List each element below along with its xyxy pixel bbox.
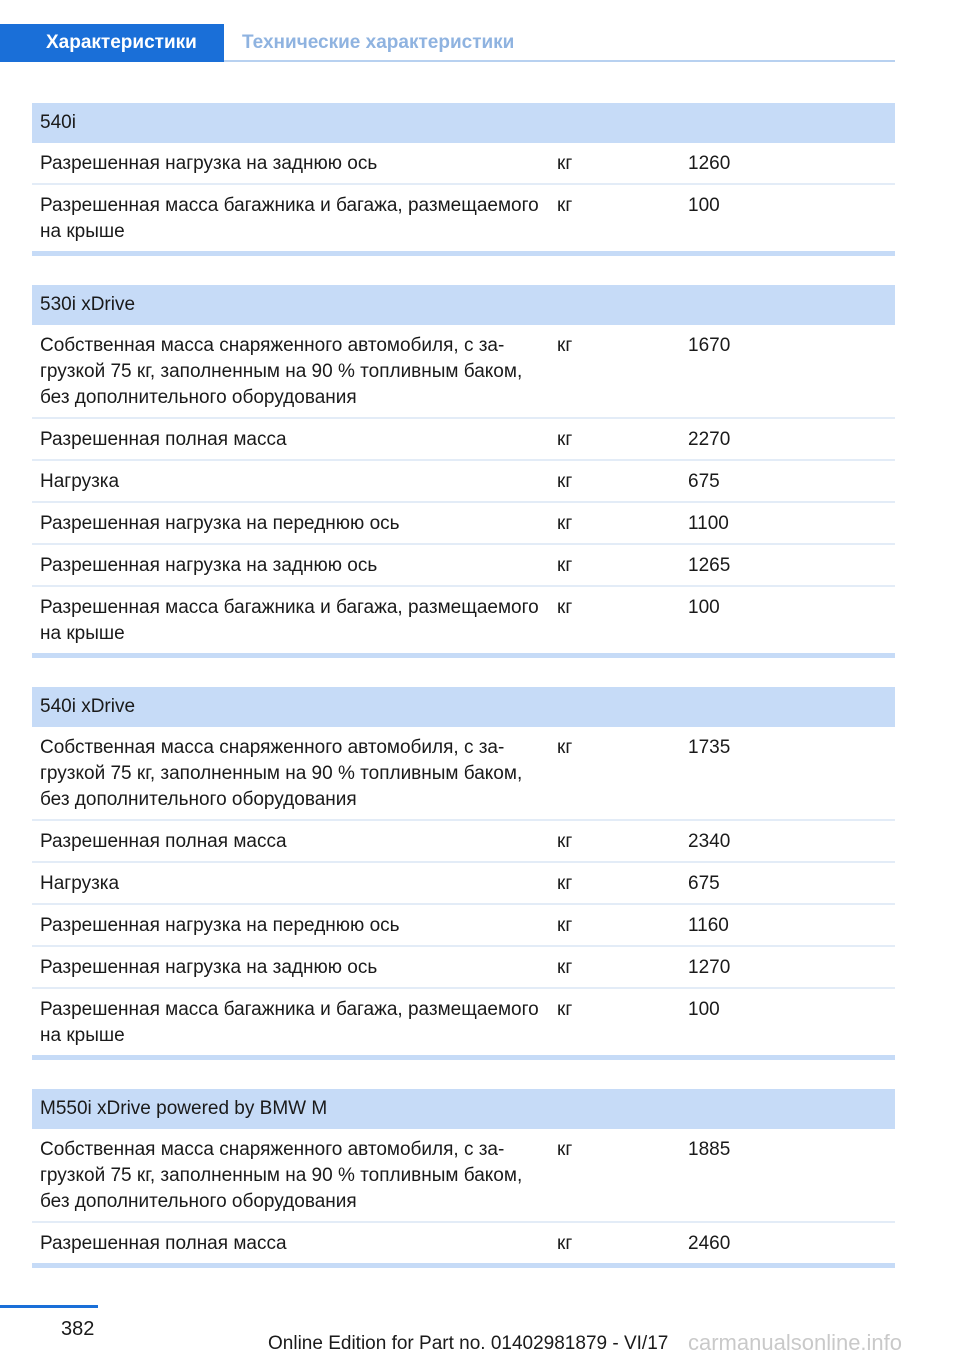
spec-table	[32, 1089, 895, 1268]
table-row	[32, 587, 895, 658]
spec-value: 100	[688, 999, 720, 1020]
spec-unit: кг	[557, 957, 573, 978]
footer-rule	[0, 1305, 98, 1308]
spec-unit: кг	[557, 1139, 573, 1160]
spec-label: Нагрузка	[40, 471, 120, 492]
spec-value: 100	[688, 195, 720, 216]
spec-unit: кг	[557, 153, 573, 174]
spec-value: 1270	[688, 957, 731, 978]
model-heading: M550i xDrive powered by BMW M	[32, 1089, 895, 1129]
spec-value: 2340	[688, 831, 731, 852]
table-row	[32, 545, 895, 587]
page-header	[0, 24, 960, 62]
table-row	[32, 461, 895, 503]
table-row	[32, 1129, 895, 1223]
spec-value: 2460	[688, 1233, 731, 1254]
spec-value: 1670	[688, 335, 731, 356]
spec-label: Разрешенная полная масса	[40, 831, 287, 852]
spec-unit: кг	[557, 737, 573, 758]
spec-unit: кг	[557, 513, 573, 534]
table-row	[32, 419, 895, 461]
spec-value: 675	[688, 873, 720, 894]
spec-unit: кг	[557, 555, 573, 576]
spec-unit: кг	[557, 873, 573, 894]
table-row	[32, 947, 895, 989]
spec-value: 1265	[688, 555, 731, 576]
spec-unit: кг	[557, 915, 573, 936]
spec-value: 1160	[688, 915, 729, 936]
table-row	[32, 185, 895, 256]
spec-value: 1885	[688, 1139, 731, 1160]
spec-label: Разрешенная нагрузка на переднюю ось	[40, 513, 400, 534]
table-row	[32, 905, 895, 947]
table-row	[32, 325, 895, 419]
spec-label: Разрешенная полная масса	[40, 429, 287, 450]
spec-label: Разрешенная масса багажника и багажа, размещаемого на крыше	[40, 195, 539, 242]
spec-value: 1100	[688, 513, 729, 534]
spec-unit: кг	[557, 195, 573, 216]
spec-label: Нагрузка	[40, 873, 120, 894]
table-row	[32, 821, 895, 863]
spec-label: Разрешенная полная масса	[40, 1233, 287, 1254]
spec-unit: кг	[557, 1233, 573, 1254]
spec-label: Разрешенная нагрузка на заднюю ось	[40, 957, 378, 978]
spec-value: 675	[688, 471, 720, 492]
spec-unit: кг	[557, 335, 573, 356]
edition-note: Online Edition for Part no. 01402981879 - VI/17	[268, 1333, 669, 1354]
table-row	[32, 863, 895, 905]
spec-label: Разрешенная нагрузка на заднюю ось	[40, 555, 378, 576]
spec-unit: кг	[557, 831, 573, 852]
spec-table	[32, 687, 895, 1060]
spec-value: 1260	[688, 153, 731, 174]
spec-tables	[32, 103, 895, 1297]
spec-unit: кг	[557, 471, 573, 492]
table-row	[32, 989, 895, 1060]
model-heading: 540i	[32, 103, 895, 143]
table-row	[32, 143, 895, 185]
spec-label: Собственная масса снаряженного автомобиля, с загрузкой 75 кг, заполненным на 90 % топливным баком, без дополнительного оборудования	[40, 737, 523, 810]
section-title[interactable]: Технические характеристики	[242, 32, 515, 53]
spec-unit: кг	[557, 429, 573, 450]
spec-unit: кг	[557, 597, 573, 618]
spec-label: Разрешенная нагрузка на заднюю ось	[40, 153, 378, 174]
spec-label: Разрешенная масса багажника и багажа, размещаемого на крыше	[40, 999, 539, 1046]
table-row	[32, 1223, 895, 1268]
watermark: carmanualsonline.info	[688, 1330, 903, 1355]
spec-value: 1735	[688, 737, 731, 758]
table-row	[32, 503, 895, 545]
spec-value: 100	[688, 597, 720, 618]
spec-value: 2270	[688, 429, 731, 450]
page-number: 382	[61, 1318, 95, 1340]
spec-table	[32, 285, 895, 658]
spec-label: Собственная масса снаряженного автомобиля, с загрузкой 75 кг, заполненным на 90 % топливным баком, без дополнительного оборудования	[40, 335, 523, 408]
model-heading: 540i xDrive	[32, 687, 895, 727]
spec-label: Разрешенная нагрузка на переднюю ось	[40, 915, 400, 936]
spec-unit: кг	[557, 999, 573, 1020]
spec-table	[32, 103, 895, 256]
header-rule	[224, 60, 895, 62]
model-heading: 530i xDrive	[32, 285, 895, 325]
spec-label: Разрешенная масса багажника и багажа, размещаемого на крыше	[40, 597, 539, 644]
spec-label: Собственная масса снаряженного автомобиля, с загрузкой 75 кг, заполненным на 90 % топливным баком, без дополнительного оборудования	[40, 1139, 523, 1212]
chapter-tab[interactable]: Характеристики	[0, 24, 224, 62]
table-row	[32, 727, 895, 821]
